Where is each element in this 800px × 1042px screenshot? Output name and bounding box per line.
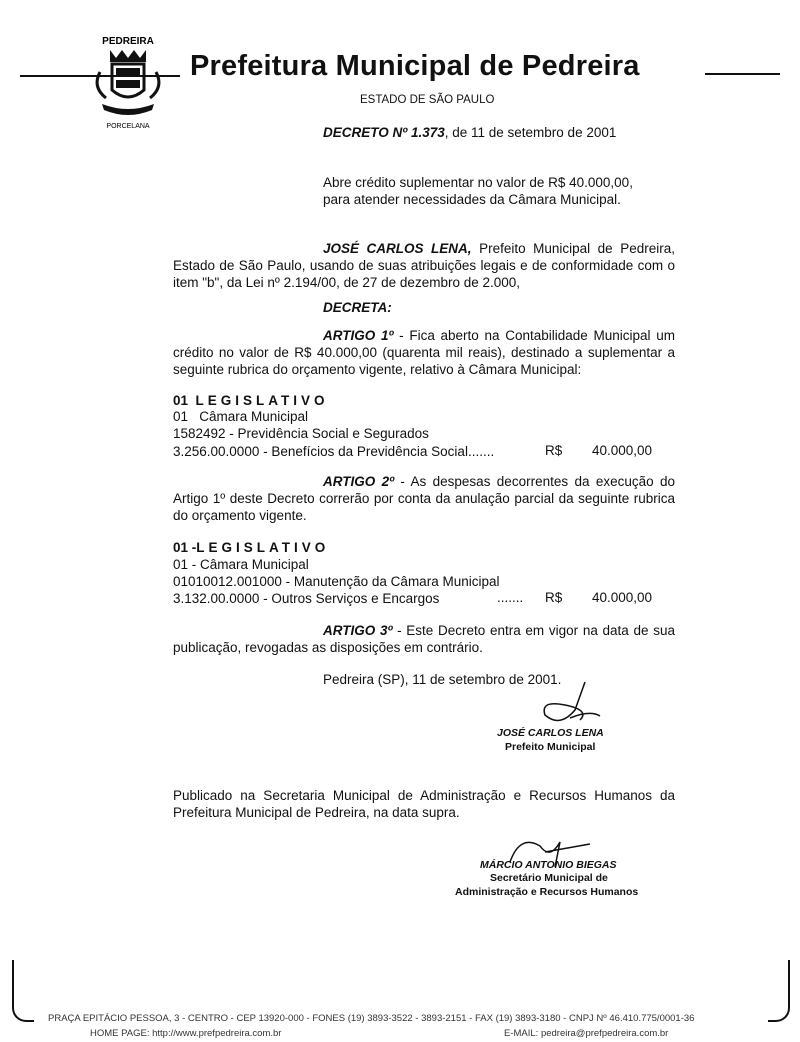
block1-line3: 3.256.00.0000 - Benefícios da Previdência Social....... <box>173 444 495 459</box>
article-2-label: ARTIGO 2º <box>323 474 395 489</box>
block2-amount: 40.000,00 <box>592 590 653 605</box>
footer-homepage: HOME PAGE: http://www.prefpedreira.com.br <box>90 1028 282 1039</box>
block2-currency: R$ <box>545 590 563 605</box>
block2-heading-text: LEGISLATIVO <box>196 540 330 555</box>
mayor-name: JOSÉ CARLOS LENA, <box>323 241 472 256</box>
preamble-text: Prefeito Municipal de Pedreira, Estado de São Paulo, usando de suas atribuições legais e de conformidade com o item "b", da Lei nº 2.194/00, de 27 de dezembro de 2.000, <box>173 241 675 290</box>
block1-heading <box>173 392 329 409</box>
municipal-crest <box>88 32 168 132</box>
footer-email: E-MAIL: pedreira@prefpedreira.com.br <box>504 1028 669 1039</box>
signer-2-role-2: Administração e Recursos Humanos <box>455 886 639 898</box>
signer-1-name: JOSÉ CARLOS LENA <box>497 727 604 739</box>
signature-mark-1 <box>520 680 610 730</box>
block2-heading-num: 01 - <box>173 540 197 555</box>
block1-line2: 1582492 - Previdência Social e Segurados <box>173 426 429 441</box>
decree-date: , de 11 de setembro de 2001 <box>444 125 617 140</box>
state-subtitle: ESTADO DE SÃO PAULO <box>360 94 495 106</box>
article-3 <box>173 622 675 656</box>
article-2-text: - As despesas decorrentes da execução do Artigo 1º deste Decreto correrão por conta da anulação parcial da seguinte rubrica do orçamento vigente. <box>173 474 675 523</box>
header-rule-right <box>705 73 780 75</box>
place-date: Pedreira (SP), 11 de setembro de 2001. <box>323 672 562 687</box>
svg-text:PORCELANA: PORCELANA <box>106 123 150 130</box>
article-3-label: ARTIGO 3º <box>323 623 393 638</box>
preamble <box>173 240 675 291</box>
article-1-text: - Fica aberto na Contabilidade Municipal um crédito no valor de R$ 40.000,00 (quarenta mil reais), destinado a suplementar a seguinte rubrica do orçamento vigente, relativo à Câmara Municipal: <box>173 328 675 377</box>
crest-icon <box>88 32 168 132</box>
publication-note: Publicado na Secretaria Municipal de Administração e Recursos Humanos da Prefeitura Municipal de Pedreira, na data supra. <box>173 788 675 820</box>
block1-line1: 01 Câmara Municipal <box>173 409 309 424</box>
page-title: Prefeitura Municipal de Pedreira <box>190 50 640 82</box>
block2-heading <box>173 539 329 556</box>
article-2 <box>173 473 675 524</box>
article-1-label: ARTIGO 1º <box>323 328 394 343</box>
block2-line1: 01 - Câmara Municipal <box>173 557 309 572</box>
block1-heading-num: 01 <box>173 393 189 408</box>
svg-text:PEDREIRA: PEDREIRA <box>102 36 154 47</box>
frame-left <box>12 960 34 1022</box>
frame-right <box>768 960 790 1022</box>
block2-line2: 01010012.001000 - Manutenção da Câmara Municipal <box>173 574 500 589</box>
decree-number: DECRETO Nº 1.373 <box>323 125 445 140</box>
block1-currency: R$ <box>545 443 563 458</box>
decreta-label: DECRETA: <box>323 300 392 315</box>
ementa-line-1: Abre crédito suplementar no valor de R$ 40.000,00, <box>323 175 633 190</box>
signer-2-role-1: Secretário Municipal de <box>490 872 608 884</box>
signer-1-role: Prefeito Municipal <box>505 741 596 753</box>
ementa-line-2: para atender necessidades da Câmara Municipal. <box>323 192 621 207</box>
article-1 <box>173 327 675 378</box>
block1-amount: 40.000,00 <box>592 443 653 458</box>
header-rule-left <box>20 75 180 77</box>
signer-2-name: MÁRCIO ANTONIO BIEGAS <box>480 859 617 871</box>
block2-dots: ....... <box>497 590 524 605</box>
article-3-text: - Este Decreto entra em vigor na data de sua publicação, revogadas as disposições em contrário. <box>173 623 675 655</box>
decree-heading <box>323 125 616 140</box>
block1-heading-text: LEGISLATIVO <box>195 393 329 408</box>
block2-line3: 3.132.00.0000 - Outros Serviços e Encargos <box>173 591 440 606</box>
footer-address: PRAÇA EPITÁCIO PESSOA, 3 - CENTRO - CEP 13920-000 - FONES (19) 3893-3522 - 3893-2151 - FAX (19) 3893-3180 - CNPJ Nº 46.410.775/0001-36 <box>48 1013 695 1024</box>
